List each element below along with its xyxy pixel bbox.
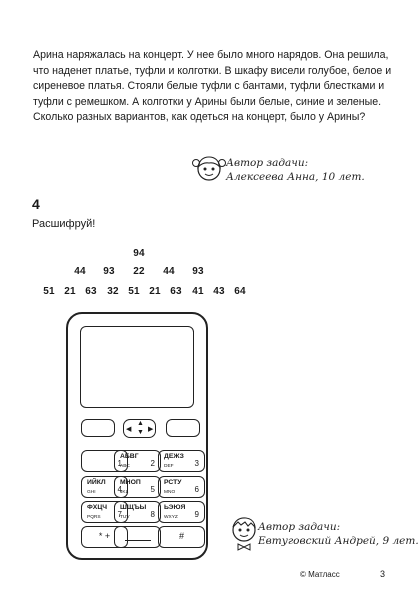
cipher-code: 44 [163, 266, 175, 277]
key-digit: 4 [117, 485, 122, 494]
cipher-row-3 [0, 286, 420, 300]
key-latin: DEF [164, 464, 174, 469]
key-letters: ФХЦЧ [87, 504, 108, 511]
phone-key-9[interactable] [158, 501, 205, 523]
arrow-up-icon: ▲ [137, 420, 144, 427]
cipher-code: 63 [170, 286, 182, 297]
cipher-code: 21 [64, 286, 76, 297]
key-symbol: # [178, 531, 184, 541]
page-number: 3 [380, 569, 386, 579]
author-name: Евтуговский Андрей, 9 лет. [258, 535, 419, 547]
key-digit: 2 [150, 459, 155, 468]
phone-key-6[interactable] [158, 476, 205, 498]
phone-key-hash[interactable] [158, 526, 205, 548]
key-latin: JKL [120, 490, 129, 495]
phone-key-3[interactable] [158, 450, 205, 472]
right-soft-key[interactable] [166, 419, 200, 437]
phone-key-8[interactable] [114, 501, 161, 523]
task-number: 4 [32, 196, 40, 212]
key-latin: WXYZ [164, 515, 178, 520]
cipher-code: 64 [234, 286, 246, 297]
key-letters: АБВГ [120, 453, 139, 460]
key-letters: МНОП [120, 479, 141, 486]
task-instruction: Расшифруй! [32, 218, 96, 230]
author-label: Автор задачи: [258, 521, 341, 533]
key-letters: ИЙКЛ [87, 479, 106, 486]
phone-screen [80, 326, 194, 408]
cipher-row-1 [0, 248, 420, 262]
arrow-left-icon: ◀ [126, 426, 132, 433]
copyright: © Матласс [300, 570, 340, 579]
phone-key-5[interactable] [114, 476, 161, 498]
cipher-code: 44 [74, 266, 86, 277]
author-label: Автор задачи: [226, 157, 309, 169]
cipher-code: 43 [213, 286, 225, 297]
key-symbol: * + [98, 531, 111, 541]
key-digit: 1 [117, 459, 122, 468]
cipher-code: 51 [43, 286, 55, 297]
cipher-code: 51 [128, 286, 140, 297]
cipher-code: 93 [192, 266, 204, 277]
cipher-code: 21 [149, 286, 161, 297]
arrow-right-icon: ▶ [148, 426, 154, 433]
key-digit: 7 [117, 510, 122, 519]
cipher-code: 41 [192, 286, 204, 297]
key-latin: TUV [120, 515, 130, 520]
phone-key-zero[interactable] [114, 526, 161, 548]
key-digit: 3 [194, 459, 199, 468]
cipher-row-2 [0, 266, 420, 280]
key-letters: ШЩЪЫ [120, 504, 147, 511]
space-bar-icon [125, 540, 151, 541]
girl-face-icon [191, 150, 227, 186]
cipher-code: 32 [107, 286, 119, 297]
key-letters: РСТУ [164, 479, 182, 486]
key-letters: ЬЭЮЯ [164, 504, 186, 511]
cipher-code: 94 [133, 248, 145, 259]
key-latin: GHI [87, 490, 96, 495]
left-soft-key[interactable] [81, 419, 115, 437]
key-latin: ABC [120, 464, 130, 469]
cipher-code: 63 [85, 286, 97, 297]
phone-key-2[interactable] [114, 450, 161, 472]
arrow-down-icon: ▼ [137, 429, 144, 436]
key-latin: MNO [164, 490, 176, 495]
author-name: Алексеева Анна, 10 лет. [226, 171, 365, 183]
key-digit: 8 [150, 510, 155, 519]
key-digit: 5 [150, 485, 155, 494]
key-digit: 6 [194, 485, 199, 494]
author-block-2 [258, 520, 419, 548]
nav-pad[interactable] [123, 419, 156, 438]
key-digit: 9 [194, 510, 199, 519]
boy-face-icon [226, 512, 262, 552]
key-latin: PQRS [87, 515, 101, 520]
cipher-code: 93 [103, 266, 115, 277]
key-letters: ДЕЖЗ [164, 453, 184, 460]
author-block-1 [226, 156, 365, 184]
cipher-code: 22 [133, 266, 145, 277]
problem-text: Арина наряжалась на концерт. У нее было много нарядов. Она решила, что наденет платье, туфли и колготки. В шкафу висели голубое, белое и сиреневое платья. Стояли белые туфли с бантами, туфли блестками и туфли с ремешком. А колготки у Арины были белые, синие и зеленые. Сколько разных вариантов, как одеться на концерт, было у Арины? [33, 49, 392, 124]
